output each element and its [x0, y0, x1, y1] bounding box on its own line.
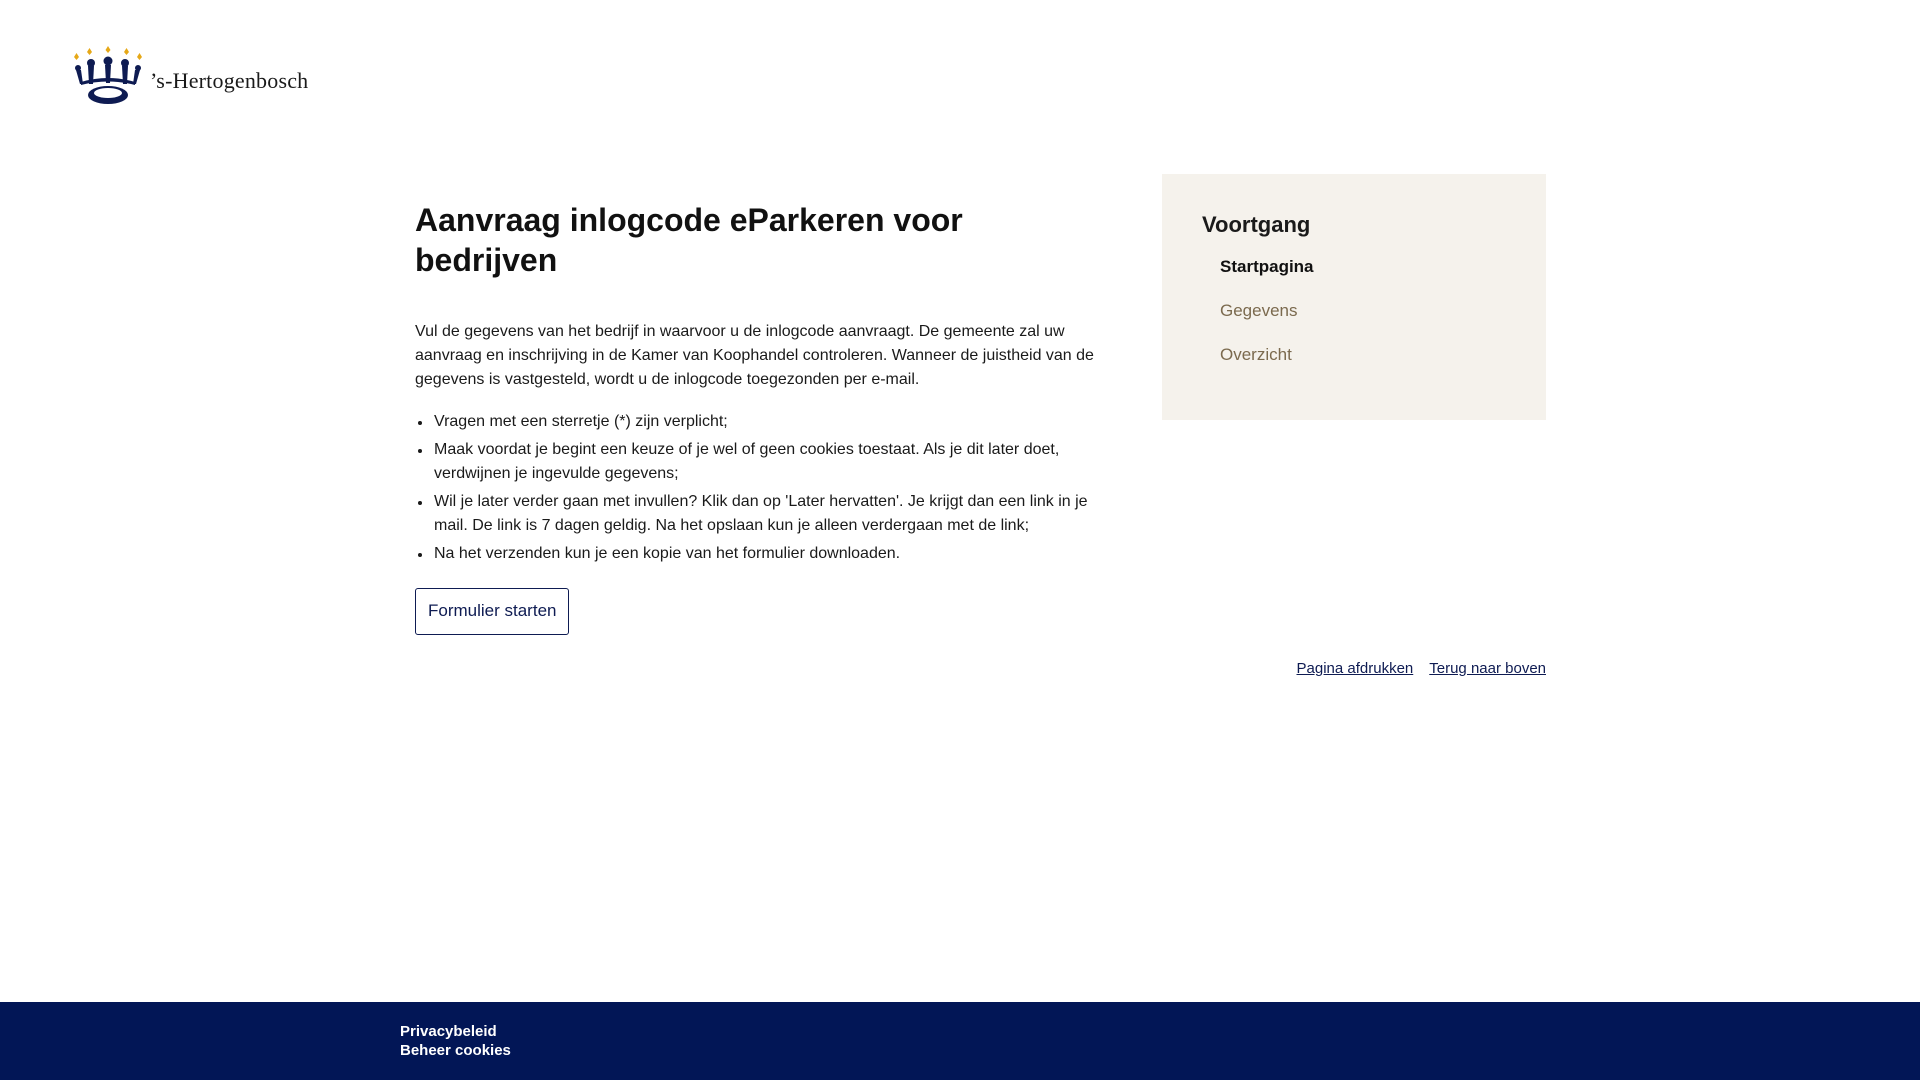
crown-icon	[70, 46, 146, 110]
list-item: Vragen met een sterretje (*) zijn verplicht;	[415, 410, 1095, 434]
progress-panel	[1162, 174, 1546, 420]
manage-cookies-link[interactable]: Beheer cookies	[400, 1042, 511, 1059]
list-item: Maak voordat je begint een keuze of je wel of geen cookies toestaat. Als je dit later doet, verdwijnen je ingevulde gegevens;	[415, 438, 1095, 486]
intro-text: Vul de gegevens van het bedrijf in waarvoor u de inlogcode aanvraagt. De gemeente zal uw aanvraag en inschrijving in de Kamer van Koophandel controleren. Wanneer de juistheid van de gegevens is vastgesteld, wordt u de inlogcode toegezonden per e-mail.	[415, 323, 1094, 388]
print-page-link[interactable]: Pagina afdrukken	[1296, 660, 1414, 677]
footer	[0, 1002, 1920, 1080]
progress-step-overzicht: Overzicht	[1220, 345, 1292, 364]
page-title: Aanvraag inlogcode eParkeren voor bedrijven	[415, 202, 963, 278]
progress-steps	[1202, 256, 1506, 366]
logo-text: ’s-Hertogenbosch	[150, 68, 309, 93]
progress-step-gegevens: Gegevens	[1220, 301, 1298, 320]
progress-step-startpagina: Startpagina	[1220, 257, 1314, 276]
site-logo[interactable]	[70, 46, 308, 110]
main-content	[415, 200, 1095, 635]
footer-links	[400, 1022, 511, 1060]
back-to-top-link[interactable]: Terug naar boven	[1429, 660, 1546, 677]
privacy-policy-link[interactable]: Privacybeleid	[400, 1023, 497, 1040]
rules-list	[415, 410, 1095, 566]
start-form-button[interactable]: Formulier starten	[415, 588, 569, 635]
list-item: Na het verzenden kun je een kopie van het formulier downloaden.	[415, 542, 1095, 566]
utility-links	[1297, 660, 1547, 677]
list-item: Wil je later verder gaan met invullen? Klik dan op 'Later hervatten'. Je krijgt dan een link in je mail. De link is 7 dagen geldig. Na het opslaan kun je alleen verdergaan met de link;	[415, 490, 1095, 538]
progress-title: Voortgang	[1202, 212, 1311, 237]
